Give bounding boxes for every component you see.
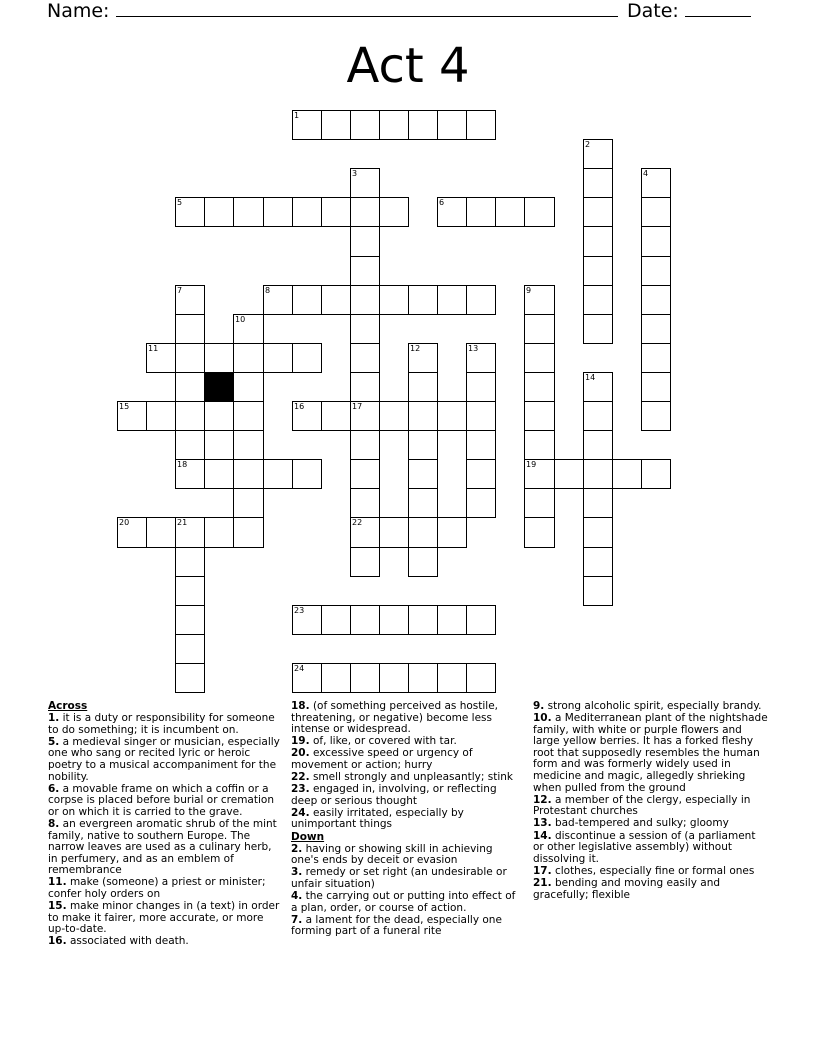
grid-cell[interactable] xyxy=(175,517,205,548)
clue-across-11: 11. make (someone) a priest or minister; confer holy orders on xyxy=(48,876,266,900)
grid-cell[interactable] xyxy=(321,605,351,635)
grid-cell[interactable] xyxy=(583,256,613,286)
grid-cell[interactable] xyxy=(554,459,584,489)
grid-cell[interactable] xyxy=(641,226,671,257)
grid-cell[interactable] xyxy=(437,605,467,635)
grid-cell[interactable] xyxy=(583,401,613,431)
grid-cell[interactable] xyxy=(233,372,264,402)
clue-across-19: 19. of, like, or covered with tar. xyxy=(291,735,457,748)
grid-cell[interactable] xyxy=(233,430,264,460)
clue-number: 7 xyxy=(177,286,183,295)
clue-number: 13 xyxy=(468,344,479,353)
clue-number: 14 xyxy=(585,373,596,382)
grid-cell[interactable] xyxy=(350,372,380,402)
black-square xyxy=(204,372,234,402)
grid-cell[interactable] xyxy=(524,517,555,548)
date-label: Date: xyxy=(627,0,679,22)
clue-down-21: 21. bending and moving easily and gracefully; flexible xyxy=(533,876,721,901)
grid-cell[interactable] xyxy=(583,488,613,518)
grid-cell[interactable] xyxy=(524,430,555,460)
grid-cell[interactable] xyxy=(117,517,147,548)
grid-cell[interactable] xyxy=(466,110,496,140)
grid-cell[interactable] xyxy=(641,256,671,286)
grid-cell[interactable] xyxy=(175,663,205,693)
clue-down-14: 14. discontinue a session of (a parliament or other legislative assembly) without dissolving it. xyxy=(533,829,756,865)
grid-cell[interactable] xyxy=(117,401,147,431)
grid-cell[interactable] xyxy=(641,197,671,227)
grid-cell[interactable] xyxy=(466,197,496,227)
grid-cell[interactable] xyxy=(233,488,264,518)
grid-cell[interactable] xyxy=(379,663,409,693)
grid-cell[interactable] xyxy=(379,110,409,140)
grid-cell[interactable] xyxy=(408,430,438,460)
grid-cell[interactable] xyxy=(292,343,322,373)
clue-number: 12 xyxy=(410,344,421,353)
clue-number: 20 xyxy=(119,518,130,527)
grid-cell[interactable] xyxy=(321,401,351,431)
grid-cell[interactable] xyxy=(175,430,205,460)
grid-cell[interactable] xyxy=(408,547,438,577)
grid-cell[interactable] xyxy=(175,576,205,606)
clue-across-8: 8. an evergreen aromatic shrub of the mint family, native to southern Europe. The narrow leaves are used as a culinary herb, in perfumery, and as an emblem of remembrance xyxy=(48,817,277,877)
grid-cell[interactable] xyxy=(146,517,176,548)
clue-across-23: 23. engaged in, involving, or reflecting deep or serious thought xyxy=(291,783,497,807)
grid-cell[interactable] xyxy=(466,663,496,693)
grid-cell[interactable] xyxy=(524,197,555,227)
grid-cell[interactable] xyxy=(350,256,380,286)
grid-cell[interactable] xyxy=(583,459,613,489)
grid-cell[interactable] xyxy=(641,459,671,489)
grid-cell[interactable] xyxy=(350,459,380,489)
grid-cell[interactable] xyxy=(175,401,205,431)
grid-cell[interactable] xyxy=(437,110,467,140)
clue-number: 10 xyxy=(235,315,246,324)
grid-cell[interactable] xyxy=(379,401,409,431)
grid-cell[interactable] xyxy=(379,605,409,635)
grid-cell[interactable] xyxy=(466,459,496,489)
clue-down-13: 13. bad-tempered and sulky; gloomy xyxy=(533,817,729,830)
grid-cell[interactable] xyxy=(175,343,205,373)
grid-cell[interactable] xyxy=(466,605,496,635)
grid-cell[interactable] xyxy=(233,197,264,227)
grid-cell[interactable] xyxy=(437,401,467,431)
grid-cell[interactable] xyxy=(263,343,293,373)
grid-cell[interactable] xyxy=(408,488,438,518)
grid-cell[interactable] xyxy=(350,547,380,577)
grid-cell[interactable] xyxy=(321,197,351,227)
grid-cell[interactable] xyxy=(583,547,613,577)
clue-number: 5 xyxy=(177,198,183,207)
grid-cell[interactable] xyxy=(408,110,438,140)
clue-number: 21 xyxy=(177,518,188,527)
grid-cell[interactable] xyxy=(641,168,671,198)
grid-cell[interactable] xyxy=(350,663,380,693)
grid-cell[interactable] xyxy=(175,372,205,402)
grid-cell[interactable] xyxy=(466,430,496,460)
clue-across-16: 16. associated with death. xyxy=(48,935,189,948)
grid-cell[interactable] xyxy=(350,430,380,460)
clue-number: 9 xyxy=(526,286,532,295)
grid-cell[interactable] xyxy=(583,139,613,169)
grid-cell[interactable] xyxy=(583,314,613,344)
grid-cell[interactable] xyxy=(583,517,613,548)
grid-cell[interactable] xyxy=(437,285,467,315)
grid-cell[interactable] xyxy=(146,343,176,373)
clue-across-15: 15. make minor changes in (a text) in order to make it fairer, more accurate, or more up-to-date. xyxy=(48,900,280,936)
clue-number: 18 xyxy=(177,460,188,469)
grid-cell[interactable] xyxy=(583,226,613,257)
page-title: Act 4 xyxy=(346,38,470,94)
grid-cell[interactable] xyxy=(292,197,322,227)
grid-cell[interactable] xyxy=(350,168,380,198)
grid-cell[interactable] xyxy=(524,314,555,344)
grid-cell[interactable] xyxy=(175,547,205,577)
clue-number: 16 xyxy=(294,402,305,411)
grid-cell[interactable] xyxy=(321,285,351,315)
clue-number: 11 xyxy=(148,344,159,353)
grid-cell[interactable] xyxy=(466,343,496,373)
grid-cell[interactable] xyxy=(408,663,438,693)
grid-cell[interactable] xyxy=(408,285,438,315)
grid-cell[interactable] xyxy=(263,285,293,315)
grid-cell[interactable] xyxy=(263,197,293,227)
clue-down-7: 7. a lament for the dead, especially one forming part of a funeral rite xyxy=(291,913,502,938)
across-heading: Across xyxy=(48,700,88,712)
clue-column-2 xyxy=(291,701,516,938)
grid-cell[interactable] xyxy=(350,401,380,431)
grid-cell[interactable] xyxy=(466,401,496,431)
grid-cell[interactable] xyxy=(524,372,555,402)
grid-cell[interactable] xyxy=(204,401,234,431)
grid-cell[interactable] xyxy=(233,401,264,431)
grid-cell[interactable] xyxy=(204,343,234,373)
grid-cell[interactable] xyxy=(408,372,438,402)
grid-cell[interactable] xyxy=(524,459,555,489)
grid-cell[interactable] xyxy=(495,197,525,227)
grid-cell[interactable] xyxy=(350,285,380,315)
grid-cell[interactable] xyxy=(612,459,642,489)
clue-across-6: 6. a movable frame on which a coffin or a corpse is placed before burial or cremation or on which it is carried to the grave. xyxy=(48,782,274,818)
clue-number: 6 xyxy=(439,198,445,207)
clue-across-5: 5. a medieval singer or musician, especially one who sang or recited lyric or heroic poetry to a musical accompaniment for the nobility. xyxy=(48,735,280,783)
grid-cell[interactable] xyxy=(641,372,671,402)
clue-number: 8 xyxy=(265,286,271,295)
grid-cell[interactable] xyxy=(524,343,555,373)
clue-across-20: 20. excessive speed or urgency of movement or action; hurry xyxy=(291,747,473,771)
grid-cell[interactable] xyxy=(350,605,380,635)
grid-cell[interactable] xyxy=(321,663,351,693)
clue-down-12: 12. a member of the clergy, especially in Protestant churches xyxy=(533,793,751,818)
grid-cell[interactable] xyxy=(204,459,234,489)
grid-cell[interactable] xyxy=(641,401,671,431)
grid-cell[interactable] xyxy=(292,285,322,315)
clue-number: 2 xyxy=(585,140,591,149)
clue-number: 1 xyxy=(294,111,300,120)
grid-cell[interactable] xyxy=(233,459,264,489)
grid-cell[interactable] xyxy=(583,430,613,460)
grid-cell[interactable] xyxy=(583,285,613,315)
clue-down-17: 17. clothes, especially fine or formal ones xyxy=(533,864,755,877)
clue-down-10: 10. a Mediterranean plant of the nightshade family, with white or purple flowers and large yellow berries. It has a forked fleshy root that supposedly resembles the human form and was formerly widely used in medicine and magic, allegedly shrieking when pulled from the ground xyxy=(533,712,768,794)
grid-cell[interactable] xyxy=(175,459,205,489)
down-heading: Down xyxy=(291,830,325,843)
grid-cell[interactable] xyxy=(350,197,380,227)
grid-cell[interactable] xyxy=(408,459,438,489)
grid-cell[interactable] xyxy=(292,663,322,693)
grid-cell[interactable] xyxy=(437,663,467,693)
grid-cell[interactable] xyxy=(408,517,438,548)
grid-cell[interactable] xyxy=(408,343,438,373)
grid-cell[interactable] xyxy=(204,197,234,227)
grid-cell[interactable] xyxy=(641,285,671,315)
clue-number: 17 xyxy=(352,402,363,411)
grid-cell[interactable] xyxy=(175,634,205,664)
grid-cell[interactable] xyxy=(175,605,205,635)
grid-cell[interactable] xyxy=(350,110,380,140)
grid-cell[interactable] xyxy=(524,488,555,518)
clue-column-3 xyxy=(533,701,768,902)
grid-cell[interactable] xyxy=(233,343,264,373)
clue-number: 3 xyxy=(352,169,358,178)
grid-cell[interactable] xyxy=(175,197,205,227)
grid-cell[interactable] xyxy=(379,285,409,315)
clue-number: 4 xyxy=(643,169,649,178)
grid-cell[interactable] xyxy=(292,605,322,635)
grid-cell[interactable] xyxy=(292,459,322,489)
grid-cell[interactable] xyxy=(583,197,613,227)
grid-cell[interactable] xyxy=(175,285,205,315)
grid-cell[interactable] xyxy=(175,314,205,344)
clue-down-9: 9. strong alcoholic spirit, especially brandy. xyxy=(533,700,762,712)
name-label: Name: xyxy=(47,0,110,22)
grid-cell[interactable] xyxy=(641,314,671,344)
clue-number: 24 xyxy=(294,664,305,673)
grid-cell[interactable] xyxy=(292,110,322,140)
grid-cell[interactable] xyxy=(321,110,351,140)
clue-across-18: 18. (of something perceived as hostile, threatening, or negative) become less intense or widespread. xyxy=(291,700,499,736)
clue-column-1 xyxy=(48,701,280,948)
grid-cell[interactable] xyxy=(466,372,496,402)
grid-cell[interactable] xyxy=(437,197,467,227)
grid-cell[interactable] xyxy=(204,517,234,548)
grid-cell[interactable] xyxy=(350,517,380,548)
clue-across-24: 24. easily irritated, especially by unimportant things xyxy=(291,806,464,831)
grid-cell[interactable] xyxy=(408,401,438,431)
clue-down-3: 3. remedy or set right (an undesirable or unfair situation) xyxy=(291,866,507,890)
grid-cell[interactable] xyxy=(408,605,438,635)
grid-cell[interactable] xyxy=(379,197,409,227)
clue-across-1: 1. it is a duty or responsibility for someone to do something; it is incumbent on. xyxy=(48,712,275,736)
grid-cell[interactable] xyxy=(233,517,264,548)
clue-down-4: 4. the carrying out or putting into effect of a plan, order, or course of action. xyxy=(291,890,516,914)
grid-cell[interactable] xyxy=(350,226,380,257)
grid-cell[interactable] xyxy=(233,314,264,344)
clue-down-2: 2. having or showing skill in achieving one's ends by deceit or evasion xyxy=(291,842,493,867)
grid-cell[interactable] xyxy=(437,517,467,548)
grid-cell[interactable] xyxy=(466,488,496,518)
grid-cell[interactable] xyxy=(524,285,555,315)
clue-number: 15 xyxy=(119,402,130,411)
grid-cell[interactable] xyxy=(292,401,322,431)
grid-cell[interactable] xyxy=(146,401,176,431)
grid-cell[interactable] xyxy=(379,517,409,548)
grid-cell[interactable] xyxy=(263,459,293,489)
clue-number: 19 xyxy=(526,460,537,469)
grid-cell[interactable] xyxy=(583,168,613,198)
grid-cell[interactable] xyxy=(350,488,380,518)
grid-cell[interactable] xyxy=(350,314,380,344)
grid-cell[interactable] xyxy=(524,401,555,431)
grid-cell[interactable] xyxy=(583,372,613,402)
grid-cell[interactable] xyxy=(583,576,613,606)
clue-number: 23 xyxy=(294,606,305,615)
grid-cell[interactable] xyxy=(350,343,380,373)
grid-cell[interactable] xyxy=(466,285,496,315)
clue-number: 22 xyxy=(352,518,363,527)
grid-cell[interactable] xyxy=(641,343,671,373)
clue-across-22: 22. smell strongly and unpleasantly; stink xyxy=(291,771,513,784)
